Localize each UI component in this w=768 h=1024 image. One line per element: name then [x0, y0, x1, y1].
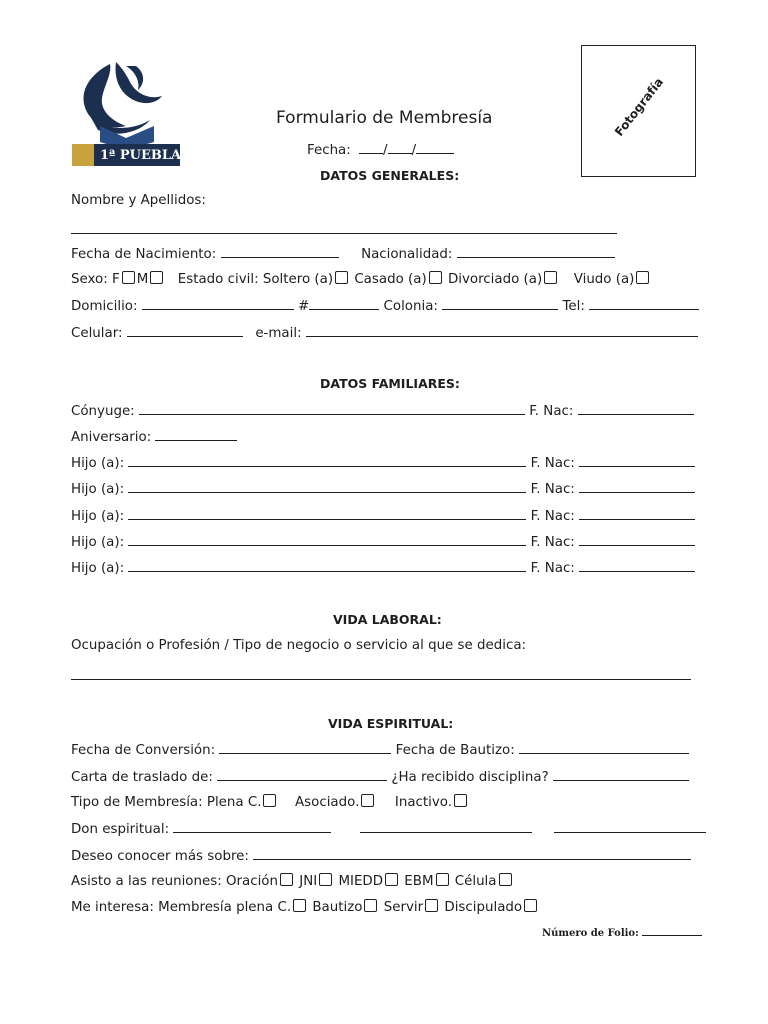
hijo-fnac-label: F. Nac: — [530, 456, 575, 471]
hijo-field[interactable] — [128, 480, 526, 493]
nacimiento-field[interactable] — [221, 245, 339, 258]
row-hijo — [71, 559, 695, 578]
email-field[interactable] — [306, 324, 698, 337]
disciplina-label: ¿Ha recibido disciplina? — [391, 770, 549, 785]
tel-label: Tel: — [562, 299, 585, 314]
membresia-plena-checkbox[interactable] — [293, 899, 306, 912]
domicilio-label: Domicilio: — [71, 299, 138, 314]
viudo-checkbox[interactable] — [636, 271, 649, 284]
interesa-label: Me interesa: Membresía plena C. — [71, 900, 292, 915]
conyuge-fnac-field[interactable] — [578, 402, 694, 415]
nombre-field[interactable] — [71, 233, 617, 234]
domicilio-field[interactable] — [142, 297, 294, 310]
hijo-fnac-field[interactable] — [579, 559, 695, 572]
conyuge-fnac-label: F. Nac: — [529, 404, 574, 419]
row-hijo — [71, 454, 695, 473]
sexo-f-checkbox[interactable] — [122, 271, 135, 284]
photo-box[interactable] — [581, 45, 696, 177]
row-deseo — [71, 847, 691, 866]
miedd-label: MIEDD — [338, 874, 384, 889]
deseo-field[interactable] — [253, 847, 691, 860]
fecha-day-field[interactable] — [359, 141, 383, 154]
bautizo-label: Bautizo — [312, 900, 363, 915]
don-label: Don espiritual: — [71, 822, 170, 837]
colonia-field[interactable] — [442, 297, 558, 310]
row-celular — [71, 324, 698, 343]
divorciado-label: Divorciado (a) — [447, 272, 543, 287]
logo-text: 1ª PUEBLA — [100, 148, 182, 163]
estado-civil-label: Estado civil: Soltero (a) — [177, 272, 334, 287]
row-carta — [71, 768, 689, 787]
hijo-field[interactable] — [128, 559, 526, 572]
numero-label: # — [298, 299, 310, 314]
section-datos-familiares: DATOS FAMILIARES: — [320, 376, 460, 391]
photo-label: Fotografía — [611, 75, 667, 139]
discipulado-checkbox[interactable] — [524, 899, 537, 912]
hijo-field[interactable] — [128, 533, 526, 546]
jni-label: JNI — [299, 874, 318, 889]
hijo-fnac-label: F. Nac: — [530, 561, 575, 576]
discipulado-label: Discipulado — [444, 900, 523, 915]
hijo-fnac-label: F. Nac: — [530, 535, 575, 550]
row-aniversario — [71, 428, 237, 447]
tipo-membresia-label: Tipo de Membresía: Plena C. — [71, 795, 262, 810]
conversion-label: Fecha de Conversión: — [71, 743, 216, 758]
row-nacimiento — [71, 245, 615, 264]
folio-label: Número de Folio: — [542, 928, 639, 939]
row-conversion — [71, 741, 689, 760]
email-label: e-mail: — [255, 326, 302, 341]
celular-field[interactable] — [127, 324, 243, 337]
aniversario-field[interactable] — [155, 428, 237, 441]
row-don — [71, 820, 706, 839]
carta-label: Carta de traslado de: — [71, 770, 213, 785]
row-hijo — [71, 507, 695, 526]
bautizo-fecha-field[interactable] — [519, 741, 689, 754]
carta-field[interactable] — [217, 768, 387, 781]
servir-checkbox[interactable] — [425, 899, 438, 912]
inactivo-label: Inactivo. — [394, 795, 453, 810]
tel-field[interactable] — [589, 297, 699, 310]
colonia-label: Colonia: — [383, 299, 438, 314]
divorciado-checkbox[interactable] — [544, 271, 557, 284]
disciplina-field[interactable] — [553, 768, 689, 781]
nacionalidad-field[interactable] — [457, 245, 615, 258]
nacionalidad-label: Nacionalidad: — [361, 247, 453, 262]
church-logo — [70, 60, 182, 168]
asisto-label: Asisto a las reuniones: Oración — [71, 874, 278, 889]
hijo-field[interactable] — [128, 454, 526, 467]
miedd-checkbox[interactable] — [385, 873, 398, 886]
hijo-field[interactable] — [128, 507, 526, 520]
hijo-fnac-field[interactable] — [579, 454, 695, 467]
casado-checkbox[interactable] — [429, 271, 442, 284]
celula-label: Célula — [454, 874, 497, 889]
viudo-label: Viudo (a) — [573, 272, 635, 287]
hijo-label: Hijo (a): — [71, 509, 125, 524]
form-title: Formulario de Membresía — [276, 108, 493, 128]
row-tipo-membresia — [71, 794, 469, 812]
conyuge-label: Cónyuge: — [71, 404, 135, 419]
section-datos-generales: DATOS GENERALES: — [320, 168, 460, 183]
ocupacion-field[interactable] — [71, 679, 691, 680]
hijo-fnac-label: F. Nac: — [530, 509, 575, 524]
sexo-m-label: M — [136, 272, 149, 287]
folio-field[interactable] — [642, 926, 702, 936]
celula-checkbox[interactable] — [499, 873, 512, 886]
oracion-checkbox[interactable] — [280, 873, 293, 886]
nombre-label: Nombre y Apellidos: — [71, 193, 206, 208]
hijo-label: Hijo (a): — [71, 561, 125, 576]
ocupacion-label: Ocupación o Profesión / Tipo de negocio o servicio al que se dedica: — [71, 638, 527, 653]
row-domicilio — [71, 297, 699, 316]
row-hijo — [71, 480, 695, 499]
row-asisto — [71, 873, 514, 891]
fecha-year-field[interactable] — [416, 141, 454, 154]
don-field-1[interactable] — [173, 820, 331, 833]
bautizo-fecha-label: Fecha de Bautizo: — [395, 743, 515, 758]
hijo-fnac-label: F. Nac: — [530, 482, 575, 497]
fecha-row: Fecha: / / — [307, 141, 454, 160]
hijo-fnac-field[interactable] — [579, 533, 695, 546]
row-sexo — [71, 271, 651, 289]
ebm-checkbox[interactable] — [436, 873, 449, 886]
section-vida-espiritual: VIDA ESPIRITUAL: — [328, 716, 454, 731]
section-vida-laboral: VIDA LABORAL: — [333, 612, 442, 627]
row-conyuge — [71, 402, 694, 421]
deseo-label: Deseo conocer más sobre: — [71, 849, 249, 864]
sexo-m-checkbox[interactable] — [150, 271, 163, 284]
asociado-label: Asociado. — [295, 795, 360, 810]
conversion-field[interactable] — [219, 741, 391, 754]
row-interesa — [71, 899, 539, 917]
aniversario-label: Aniversario: — [71, 430, 152, 445]
casado-label: Casado (a) — [354, 272, 427, 287]
jni-checkbox[interactable] — [319, 873, 332, 886]
nacimiento-label: Fecha de Nacimiento: — [71, 247, 217, 262]
don-field-3[interactable] — [554, 820, 706, 833]
hijo-fnac-field[interactable] — [579, 507, 695, 520]
sexo-label: Sexo: F — [71, 272, 120, 287]
inactivo-checkbox[interactable] — [454, 794, 467, 807]
plena-checkbox[interactable] — [263, 794, 276, 807]
conyuge-field[interactable] — [139, 402, 525, 415]
celular-label: Celular: — [71, 326, 123, 341]
folio-row — [542, 926, 702, 939]
don-field-2[interactable] — [360, 820, 532, 833]
numero-field[interactable] — [309, 297, 379, 310]
hijo-fnac-field[interactable] — [579, 480, 695, 493]
hijo-label: Hijo (a): — [71, 535, 125, 550]
hijo-label: Hijo (a): — [71, 456, 125, 471]
asociado-checkbox[interactable] — [361, 794, 374, 807]
ebm-label: EBM — [404, 874, 434, 889]
soltero-checkbox[interactable] — [335, 271, 348, 284]
fecha-month-field[interactable] — [388, 141, 412, 154]
bautizo-checkbox[interactable] — [364, 899, 377, 912]
hijo-label: Hijo (a): — [71, 482, 125, 497]
servir-label: Servir — [383, 900, 424, 915]
fecha-label: Fecha: — [307, 143, 351, 158]
row-hijo — [71, 533, 695, 552]
